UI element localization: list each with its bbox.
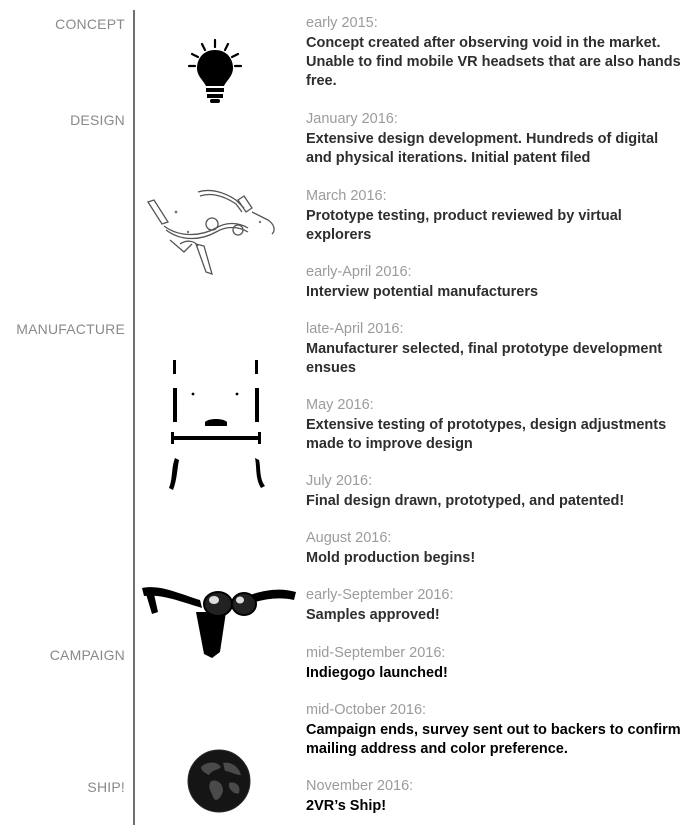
entry-date: November 2016:: [306, 778, 414, 794]
entry-date: January 2016:: [306, 111, 398, 127]
timeline-entry: [306, 264, 681, 302]
entry-description: Samples approved!: [306, 607, 440, 623]
entry-date: early-September 2016:: [306, 587, 454, 603]
entry-date: July 2016:: [306, 473, 373, 489]
timeline-entry: [306, 321, 681, 378]
entry-description: Manufacturer selected, final prototype development ensues: [306, 341, 663, 376]
timeline-entry: [306, 188, 681, 245]
entry-description: Prototype testing, product reviewed by virtual explorers: [306, 208, 622, 243]
entry-description: Indiegogo launched!: [306, 665, 448, 681]
timeline-entry: [306, 15, 681, 91]
phase-label-manufacture: MANUFACTURE: [16, 321, 125, 337]
timeline-axis: [133, 10, 135, 825]
entry-date: early 2015:: [306, 15, 378, 31]
entry-description: Final design drawn, prototyped, and patented!: [306, 493, 625, 509]
globe-icon: [187, 749, 251, 813]
entry-description: Extensive testing of prototypes, design adjustments made to improve design: [306, 417, 667, 452]
entry-date: May 2016:: [306, 397, 374, 413]
phase-label-ship: SHIP!: [87, 779, 125, 795]
phase-label-campaign: CAMPAIGN: [49, 647, 125, 663]
timeline-entry: [306, 645, 681, 683]
entry-date: mid-September 2016:: [306, 645, 446, 661]
entry-date: late-April 2016:: [306, 321, 404, 337]
entry-description: 2VR’s Ship!: [306, 798, 387, 814]
timeline-entry: [306, 473, 681, 511]
phase-label-concept: CONCEPT: [55, 16, 125, 32]
entry-date: August 2016:: [306, 530, 392, 546]
glasses-product-photo: [140, 578, 300, 660]
lightbulb-icon: [185, 38, 245, 106]
entry-description: Extensive design development. Hundreds of digital and physical iterations. Initial patent filed: [306, 131, 659, 166]
timeline-entry: [306, 587, 681, 625]
sketch-glasses-drawing: [140, 182, 290, 282]
phase-label-design: DESIGN: [70, 112, 125, 128]
entry-date: early-April 2016:: [306, 264, 412, 280]
entry-date: mid-October 2016:: [306, 702, 427, 718]
timeline-entry: [306, 111, 681, 168]
entry-description: Concept created after observing void in the market. Unable to find mobile VR headsets that are also hands free.: [306, 35, 681, 89]
entry-description: Campaign ends, survey sent out to backers to confirm mailing address and color preference.: [306, 722, 681, 757]
timeline-entry: [306, 778, 681, 816]
front-view-glasses-drawing: [165, 356, 269, 496]
entry-description: Interview potential manufacturers: [306, 284, 539, 300]
entry-date: March 2016:: [306, 188, 387, 204]
timeline-entry: [306, 702, 681, 759]
entry-description: Mold production begins!: [306, 550, 476, 566]
timeline-entry: [306, 530, 681, 568]
timeline-entry: [306, 397, 681, 454]
